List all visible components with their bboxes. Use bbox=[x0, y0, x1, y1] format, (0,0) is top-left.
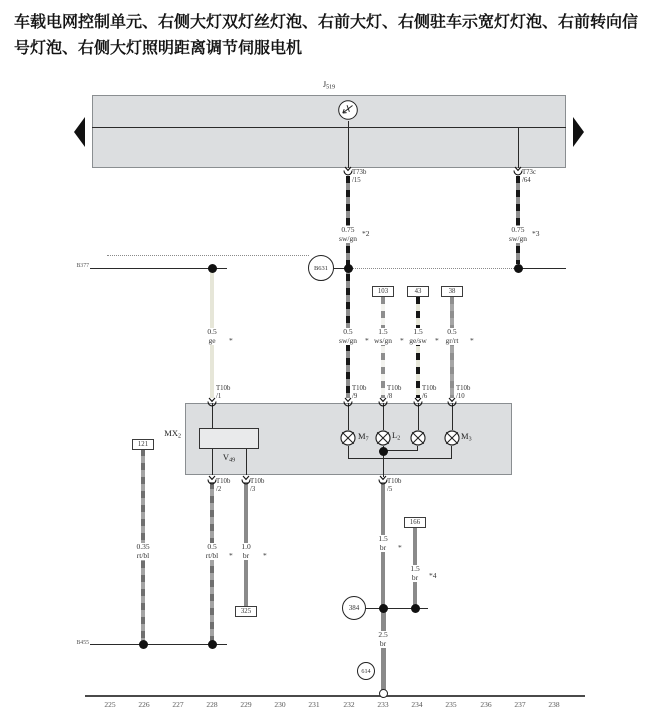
wire-spec-label: 0.5 sw/gn bbox=[339, 327, 357, 345]
track-number: 237 bbox=[514, 700, 526, 709]
wire-spec-label: 1.5 ge/sw bbox=[409, 327, 427, 345]
track-number: 227 bbox=[172, 700, 184, 709]
terminal-pin: /64 bbox=[522, 176, 531, 184]
lamp-label: $M_7$ bbox=[358, 431, 369, 443]
footnote-asterisk: * bbox=[400, 336, 404, 345]
terminal-name: T10b bbox=[422, 385, 437, 392]
wire-spec-label: 0.75 sw/gn bbox=[509, 225, 527, 243]
track-number: 229 bbox=[240, 700, 252, 709]
terminal-pin: /9 bbox=[352, 392, 358, 400]
terminal-pin: /1 bbox=[216, 392, 222, 400]
wire-spec-label: 0.35 rt/bl bbox=[136, 542, 150, 560]
wire-ge-sw bbox=[416, 297, 420, 398]
terminal-name: T73c bbox=[522, 169, 536, 176]
track-number: 225 bbox=[104, 700, 116, 709]
wire-spec-label: 1.5 br bbox=[378, 534, 388, 552]
connection-code-box: 121 bbox=[132, 439, 154, 450]
wire-sw-gn bbox=[346, 176, 350, 398]
track-number: 233 bbox=[377, 700, 389, 709]
lamp-bulb-icon bbox=[373, 428, 393, 448]
footnote-asterisk: * bbox=[229, 336, 233, 345]
dotted-connection-line bbox=[348, 268, 518, 269]
terminal-pin: /10 bbox=[456, 392, 465, 400]
terminal-name: T10b bbox=[456, 385, 471, 392]
rail-drop-line bbox=[348, 121, 349, 168]
footnote-asterisk: *2 bbox=[362, 229, 370, 238]
track-number: 231 bbox=[308, 700, 320, 709]
wire-br bbox=[381, 608, 386, 690]
terminal-pin: /3 bbox=[250, 485, 256, 493]
footnote-asterisk: *4 bbox=[429, 571, 437, 580]
footnote-asterisk: * bbox=[435, 336, 439, 345]
module-inner-line bbox=[418, 403, 419, 430]
wire-spec-label: 0.5 ge bbox=[207, 327, 217, 345]
control-unit-inner-rail bbox=[92, 127, 566, 128]
wire-rt-bl bbox=[210, 482, 214, 644]
lamp-label: $L_2$ bbox=[392, 430, 401, 442]
node-circle: 614 bbox=[357, 662, 375, 680]
page-title: 车载电网控制单元、右侧大灯双灯丝灯泡、右前大灯、右侧驻车示宽灯灯泡、右前转向信号灯泡、右侧大灯照明距离调节伺服电机 bbox=[14, 14, 639, 58]
control-unit-label: $J_{519}$ bbox=[322, 80, 336, 91]
wire-spec-label: 0.5 gr/rt bbox=[445, 327, 459, 345]
rail-label: B455 bbox=[76, 640, 89, 646]
connection-code-box: 103 bbox=[372, 286, 394, 297]
track-number: 234 bbox=[411, 700, 423, 709]
junction-dot bbox=[344, 264, 353, 273]
module-inner-line bbox=[383, 403, 384, 430]
dotted-connection-line bbox=[107, 255, 309, 256]
terminal-name: T10b bbox=[216, 478, 231, 485]
wire-ws-gn bbox=[381, 297, 385, 398]
servo-v49-box bbox=[199, 428, 259, 449]
terminal-name: T10b bbox=[352, 385, 367, 392]
module-inner-line bbox=[212, 449, 213, 475]
lamp-bulb-icon bbox=[338, 428, 358, 448]
node-circle: 384 bbox=[342, 596, 366, 620]
wire-spec-label: 1.5 ws/gn bbox=[374, 327, 392, 345]
lamp-label: $M_3$ bbox=[461, 431, 472, 443]
connection-code-box: 43 bbox=[407, 286, 429, 297]
terminal-pin: /6 bbox=[422, 392, 428, 400]
module-inner-line bbox=[452, 403, 453, 430]
connection-code-box: 166 bbox=[404, 517, 426, 528]
track-number: 226 bbox=[138, 700, 150, 709]
track-number: 228 bbox=[206, 700, 218, 709]
junction-dot bbox=[208, 264, 217, 273]
terminal-name: T10b bbox=[216, 385, 231, 392]
track-baseline bbox=[85, 695, 585, 697]
rail-drop-line bbox=[518, 127, 519, 168]
connection-line bbox=[90, 268, 227, 269]
track-number: 238 bbox=[548, 700, 560, 709]
control-unit-j519-box bbox=[92, 95, 566, 168]
terminal-pin: /8 bbox=[387, 392, 393, 400]
node-circle: B631 bbox=[308, 255, 334, 281]
servo-v49-label: $V_{49}$ bbox=[222, 452, 236, 464]
junction-dot bbox=[411, 604, 420, 613]
wire-gr-rt bbox=[450, 297, 454, 398]
ground-terminal-circle bbox=[379, 689, 388, 698]
track-number: 230 bbox=[274, 700, 286, 709]
wire-spec-label: 0.5 rt/bl bbox=[205, 542, 219, 560]
footnote-asterisk: * bbox=[365, 336, 369, 345]
wire-spec-label: 1.5 br bbox=[410, 564, 420, 582]
footnote-asterisk: * bbox=[398, 543, 402, 552]
junction-dot bbox=[379, 447, 388, 456]
current-track-right-arrow bbox=[573, 117, 584, 147]
connection-code-box: 325 bbox=[235, 606, 257, 617]
connection-line bbox=[518, 268, 566, 269]
lamp-bulb-icon bbox=[408, 428, 428, 448]
footnote-asterisk: * bbox=[229, 551, 233, 560]
junction-dot bbox=[208, 640, 217, 649]
connection-code-box: 38 bbox=[441, 286, 463, 297]
wire-sw-gn bbox=[516, 176, 520, 264]
module-mx2-label: $MX_2$ bbox=[164, 428, 181, 440]
terminal-name: T10b bbox=[387, 478, 402, 485]
current-track-left-arrow bbox=[74, 117, 85, 147]
footnote-asterisk: * bbox=[263, 551, 267, 560]
terminal-name: T73b bbox=[352, 169, 367, 176]
track-number: 235 bbox=[445, 700, 457, 709]
module-inner-line bbox=[348, 403, 349, 430]
wire-spec-label: 1.0 br bbox=[241, 542, 251, 560]
junction-dot bbox=[379, 604, 388, 613]
module-inner-line bbox=[246, 449, 247, 475]
terminal-pin: /2 bbox=[216, 485, 222, 493]
terminal-pin: /15 bbox=[352, 176, 361, 184]
footnote-asterisk: * bbox=[470, 336, 474, 345]
lamp-bulb-icon bbox=[442, 428, 462, 448]
terminal-name: T10b bbox=[387, 385, 402, 392]
junction-dot bbox=[139, 640, 148, 649]
wire-spec-label: 2.5 br bbox=[378, 630, 388, 648]
rail-label: B377 bbox=[76, 263, 89, 269]
footnote-asterisk: *3 bbox=[532, 229, 540, 238]
lamp-return-bracket bbox=[348, 446, 452, 459]
terminal-name: T10b bbox=[250, 478, 265, 485]
servo-motor-symbol-icon bbox=[336, 98, 360, 122]
track-number: 232 bbox=[343, 700, 355, 709]
track-number: 236 bbox=[480, 700, 492, 709]
connection-line bbox=[90, 644, 227, 645]
junction-dot bbox=[514, 264, 523, 273]
terminal-pin: /5 bbox=[387, 485, 393, 493]
wire-spec-label: 0.75 sw/gn bbox=[339, 225, 357, 243]
